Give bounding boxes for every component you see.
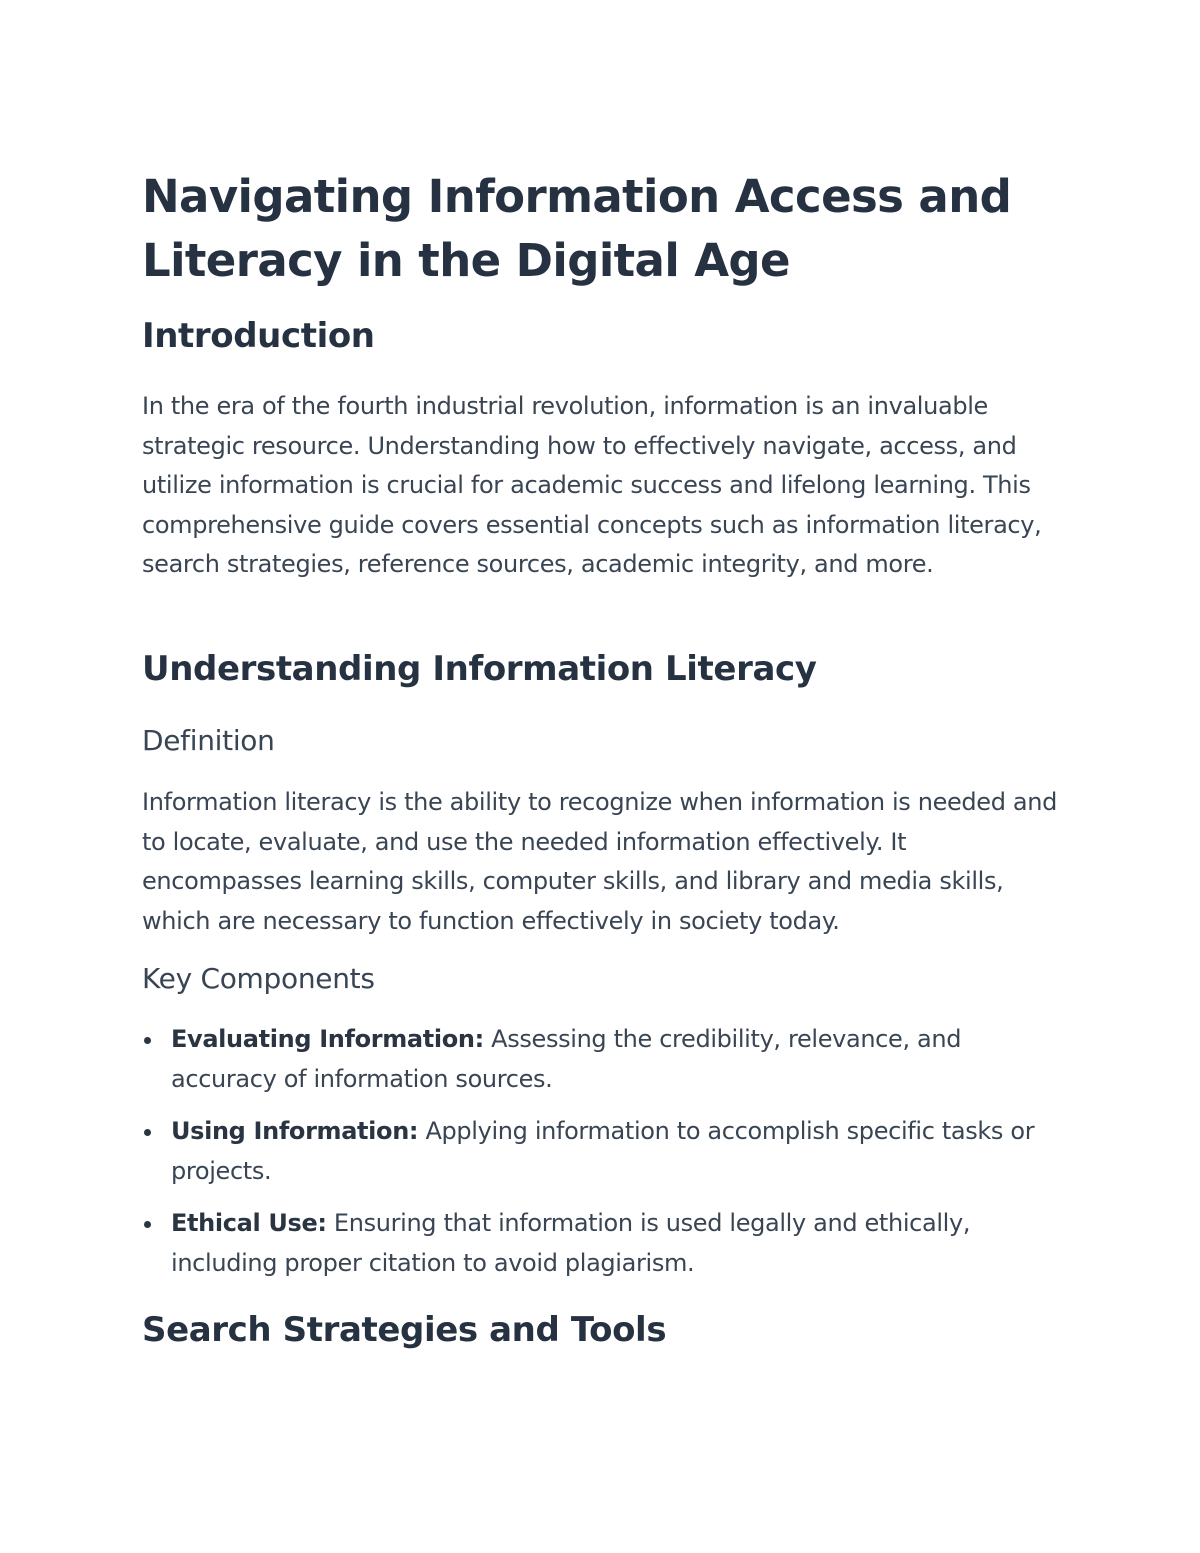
list-item-term: Evaluating Information:	[171, 1025, 484, 1053]
bullet-icon	[144, 1129, 151, 1136]
bullet-icon	[144, 1221, 151, 1228]
list-item-description: Ensuring that information is used legally and ethically, including proper citation to avoid plagiarism.	[171, 1209, 971, 1277]
list-item-description: Assessing the credibility, relevance, and accuracy of information sources.	[171, 1025, 962, 1093]
key-components-heading: Key Components	[142, 962, 375, 995]
key-components-list	[142, 1020, 1067, 1296]
list-item-term: Ethical Use:	[171, 1209, 327, 1237]
list-item	[142, 1112, 1067, 1191]
document-title: Navigating Information Access and Literacy in the Digital Age	[142, 170, 1012, 287]
information-literacy-heading: Understanding Information Literacy	[142, 649, 817, 689]
bullet-icon	[144, 1037, 151, 1044]
list-item-term: Using Information:	[171, 1117, 419, 1145]
definition-paragraph: Information literacy is the ability to recognize when information is needed and to locate, evaluate, and use the needed information effectively. It encompasses learning skills, computer skills, and library and media skills, which are necessary to function effectively in society today.	[142, 788, 1057, 935]
list-item	[142, 1020, 1067, 1099]
list-item	[142, 1204, 1067, 1283]
search-strategies-heading: Search Strategies and Tools	[142, 1310, 667, 1350]
list-item-description: Applying information to accomplish specific tasks or projects.	[171, 1117, 1035, 1185]
introduction-paragraph: In the era of the fourth industrial revolution, information is an invaluable strategic resource. Understanding how to effectively navigate, access, and utilize information is crucial for academic success and lifelong learning. This comprehensive guide covers essential concepts such as information literacy, search strategies, reference sources, academic integrity, and more.	[142, 392, 1042, 578]
introduction-heading: Introduction	[142, 316, 375, 356]
definition-heading: Definition	[142, 724, 275, 757]
